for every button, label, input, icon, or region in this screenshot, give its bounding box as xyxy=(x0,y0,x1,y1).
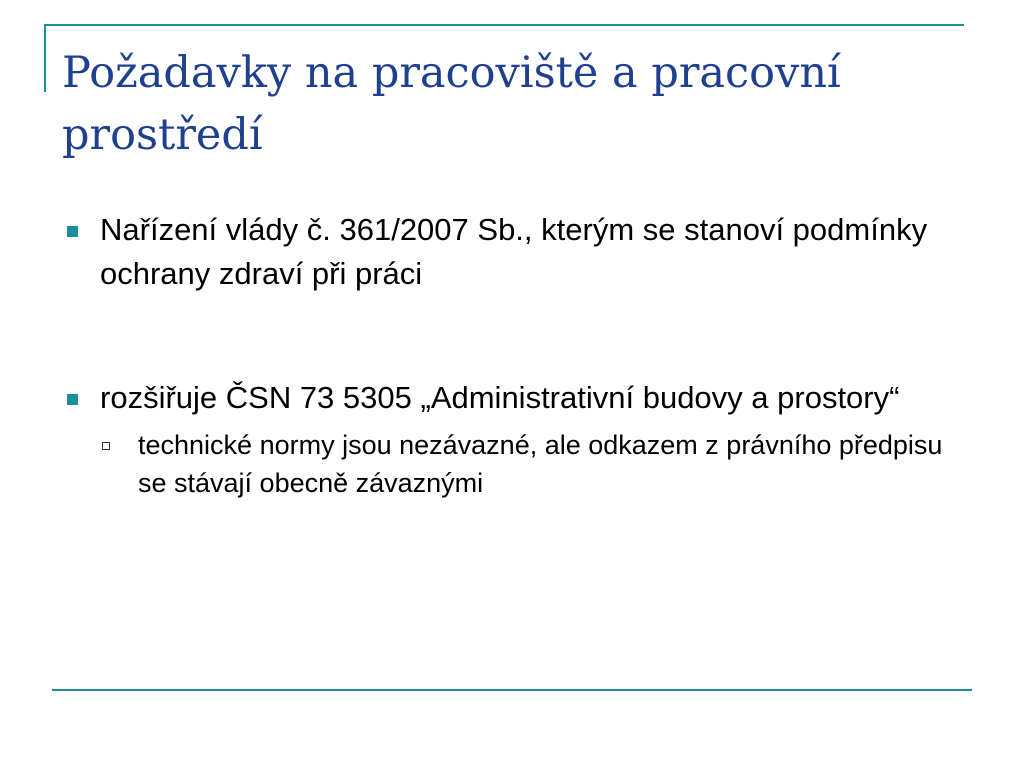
top-accent-line xyxy=(44,24,964,26)
hollow-square-bullet-icon xyxy=(102,442,110,450)
sub-bullet-text: technické normy jsou nezávazné, ale odkazem z právního předpisu se stávají obecně závaznými xyxy=(138,430,943,498)
bullet-text: rozšiřuje ČSN 73 5305 „Administrativní budovy a prostory“ xyxy=(100,380,900,415)
bullet-item xyxy=(62,208,962,296)
square-bullet-icon xyxy=(67,394,78,405)
left-accent-line xyxy=(44,24,46,92)
slide-content xyxy=(62,208,962,502)
sub-bullet-item xyxy=(62,426,962,502)
bottom-accent-line xyxy=(52,689,972,691)
slide-title: Požadavky na pracoviště a pracovní prostředí xyxy=(62,48,841,160)
bullet-item xyxy=(62,376,962,420)
bullet-text: Nařízení vlády č. 361/2007 Sb., kterým se stanoví podmínky ochrany zdraví při práci xyxy=(100,212,928,291)
square-bullet-icon xyxy=(67,226,78,237)
